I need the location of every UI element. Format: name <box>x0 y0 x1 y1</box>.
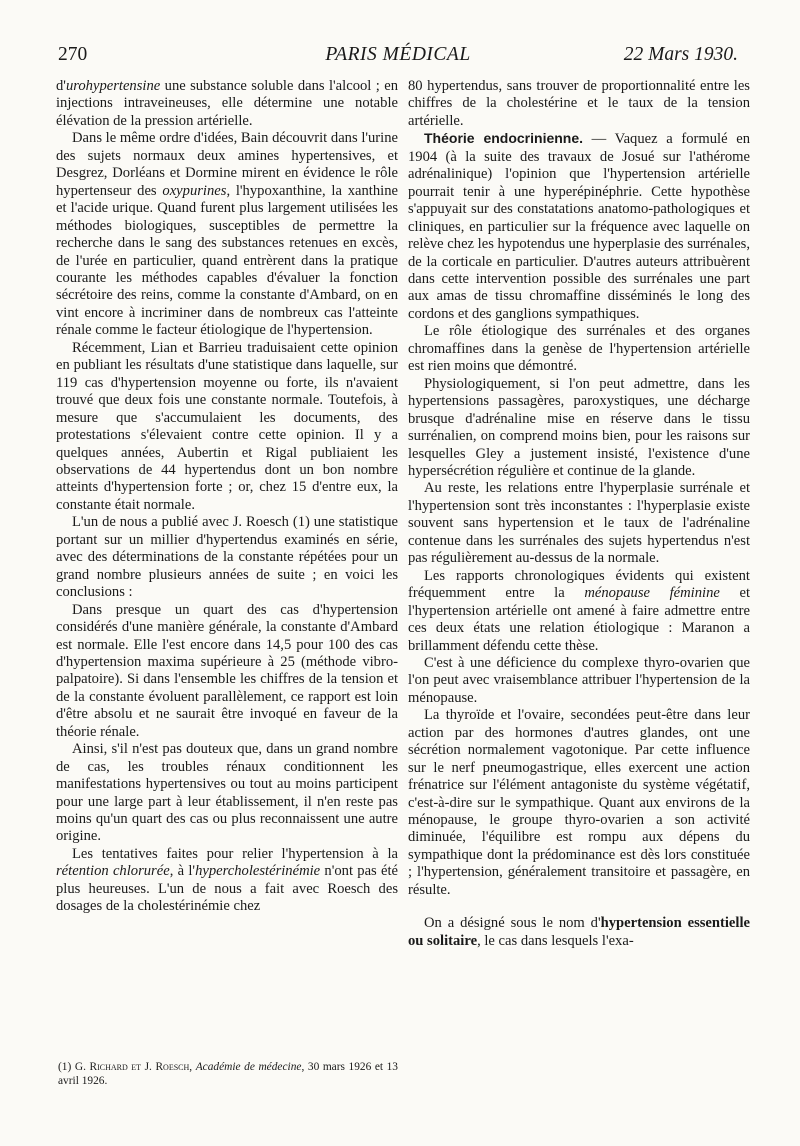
footnote-venue: Académie de médecine <box>195 1061 302 1073</box>
page-number: 270 <box>58 44 88 65</box>
text-run: et l'hypertension artérielle ont amené à faire admettre entre ces deux états une relation étiologique : Maranon a brillamment défendu cette thèse. <box>408 585 750 654</box>
issue-date: 22 Mars 1930. <box>623 44 738 65</box>
section-heading: Théorie endocrinienne. <box>424 130 584 147</box>
text-run: Au reste, les relations entre l'hyperplasie surrénale et l'hypertension sont très inconstantes : l'hyperplasie existe souvent sans hypertension et le taux de l'adrénaline contenue dans les surrénales des sujets hypertendus n'est pas régulièrement au-dessus de la normale. <box>408 480 750 567</box>
text-run: , le cas dans lesquels l'exa- <box>477 932 634 949</box>
text-run: L'un de nous a publié avec J. Roesch (1) une statistique portant sur un millier d'hypertendus examinés en série, avec des déterminations de la constante répétées pour un grand nombre plusieurs années de suite ; en voici les conclusions : <box>56 514 398 601</box>
running-header <box>58 44 738 68</box>
paragraph <box>408 707 750 899</box>
text-run: Dans le même ordre d'idées, Bain découvrit dans l'urine des sujets normaux deux amines hypertensives, et Desgrez, Dorléans et Dormine mirent en évidence le rôle hypertenseur des <box>56 130 398 199</box>
journal-title: PARIS MÉDICAL <box>325 44 471 65</box>
footnote-authors: G. Richard et J. Roesch, <box>74 1061 196 1073</box>
text-run: Les rapports chronologiques évidents qui existent fréquemment entre la <box>408 567 750 602</box>
paragraph <box>408 568 750 655</box>
italic-run: rétention chlorurée <box>56 863 170 880</box>
italic-run: ménopause féminine <box>584 585 720 602</box>
text-run: Le rôle étiologique des surrénales et des organes chromaffines dans la genèse de l'hypertension artérielle est rien moins que démontré. <box>408 323 750 375</box>
text-run: Physiologiquement, si l'on peut admettre, dans les hypertensions passagères, paroxystiques, une décharge brusque d'adrénaline mise en réserve dans le tissu surrénalien, on comprend moins bien, pour les raisons sur lesquelles Gley a justement insisté, l'existence d'une hypersécrétion régulière et continue de la glande. <box>408 375 750 479</box>
text-run: 80 hypertendus, sans trouver de proportionnalité entre les chiffres de la cholestérine et le taux de la tension artérielle. <box>408 78 750 129</box>
text-run: — Vaquez a formulé en 1904 (à la suite des travaux de Josué sur l'athérome adrénalinique) l'opinion que l'hypertension artérielle pourrait tenir à une hyperépinéphrie. Cette hypothèse s'appuyait sur des constatations anatomo-pathologiques et cliniques, en particulier sur la fréquence avec laquelle on relève chez les hypotendus une hyperplasie des surrénales, de la corticale en particulier. D'autres auteurs attribuèrent dans cette intervention possible des surrénales une part aux amas de tissu chromaffine disséminés le long des cordons et des ganglions sympathiques. <box>408 131 751 322</box>
paragraph <box>56 602 398 742</box>
paragraph <box>408 78 750 130</box>
italic-run: oxypurines <box>162 182 227 199</box>
text-run: C'est à une déficience du complexe thyro-ovarien que l'on peut avec vraisemblance attribuer l'hypertension de la ménopause. <box>408 654 750 706</box>
paragraph <box>408 376 750 481</box>
paragraph <box>408 655 750 707</box>
right-column <box>408 78 750 950</box>
italic-run: urohypertensine <box>65 78 161 94</box>
paragraph <box>408 480 750 567</box>
paragraph <box>408 323 750 375</box>
footnote <box>58 1060 398 1088</box>
text-run: Les tentatives faites pour relier l'hypertension à la <box>72 845 398 862</box>
italic-run: hypercholestérinémie <box>195 863 321 880</box>
paragraph <box>408 130 750 323</box>
paragraph-prefix: d' <box>56 78 66 94</box>
bold-run: hypertension essentielle ou solitaire <box>408 915 750 949</box>
left-column <box>56 78 398 916</box>
paragraph <box>56 741 398 846</box>
paragraph <box>56 340 398 515</box>
text-run: On a désigné sous le nom d' <box>424 915 601 932</box>
text-run: , à l' <box>169 863 196 880</box>
text-run: Ainsi, s'il n'est pas douteux que, dans un grand nombre de cas, les troubles rénaux conditionnent les manifestations hypertensives ou tout au moins participent pour une large part à leur établissement, il n'en reste pas moins qu'un quart des cas ou plus reconnaissent une autre origine. <box>56 741 398 845</box>
paragraph <box>408 915 750 950</box>
paragraph <box>56 130 398 339</box>
paragraph <box>56 514 398 601</box>
paragraph <box>56 78 398 130</box>
footnote-dates: , 30 mars 1926 et 13 avril 1926. <box>58 1061 399 1087</box>
text-run: La thyroïde et l'ovaire, secondées peut-être dans leur action par des hormones d'autres glandes, ont une sécrétion normalement vagotonique. Par cette influence sur le nerf pneumogastrique, elles exercent une action frénatrice sur l'élément antagoniste du système végétatif, c'est-à-dire sur le sympathique. Quant aux environs de la ménopause, le groupe thyro-ovarien a son activité diminuée, l'équilibre est rompu aux dépens du sympathique dont la prédominance est dès lors constituée ; l'hypertension, généralement transitoire et passagère, en résulte. <box>408 707 750 898</box>
text-run: n'ont pas été plus heureuses. L'un de nous a fait avec Roesch des dosages de la cholestérinémie chez <box>56 863 399 915</box>
footnote-marker: (1) <box>58 1061 75 1073</box>
text-run: une substance soluble dans l'alcool ; en injections intraveineuses, elle détermine une notable élévation de la pression artérielle. <box>56 78 398 129</box>
text-run: Récemment, Lian et Barrieu traduisaient cette opinion en publiant les résultats d'une statistique dans laquelle, sur 119 cas d'hypertension moyenne ou forte, ils n'avaient trouvé que deux fois une constante normale. Toutefois, à mesure que s'accumulaient les documents, des protestations s'élevaient contre cette opinion. Il y a quelques années, Aubertin et Rigal publiaient les observations de 44 hypertendus dont un bon nombre atteints d'hypertension forte ; or, chez 15 d'entre eux, la constante était normale. <box>56 339 398 513</box>
text-run: Dans presque un quart des cas d'hypertension considérés d'une manière générale, la constante d'Ambard est normale. Elle l'est encore dans 14,5 pour 100 des cas d'hypertension maxima supérieure à 25 (méthode vibro-palpatoire). Si dans l'ensemble les chiffres de la tension et de la constante évoluent parallèlement, ce rapport est loin d'être absolu et ne saurait être invoqué en faveur de la théorie rénale. <box>56 601 398 740</box>
paragraph <box>56 846 398 916</box>
text-run: , l'hypoxanthine, la xanthine et l'acide urique. Quand furent plus largement utilisées les méthodes biologiques, susceptibles de permettre la recherche dans le sang des substances retenues en excès, de l'urée en particulier, quand entrèrent dans la pratique courante les méthodes capables d'évaluer la fonction sécrétoire des reins, comme la constante d'Ambard, on en vint encore à incriminer dans de nombreux cas l'atteinte rénale comme le facteur étiologique de l'hypertension. <box>56 182 398 339</box>
